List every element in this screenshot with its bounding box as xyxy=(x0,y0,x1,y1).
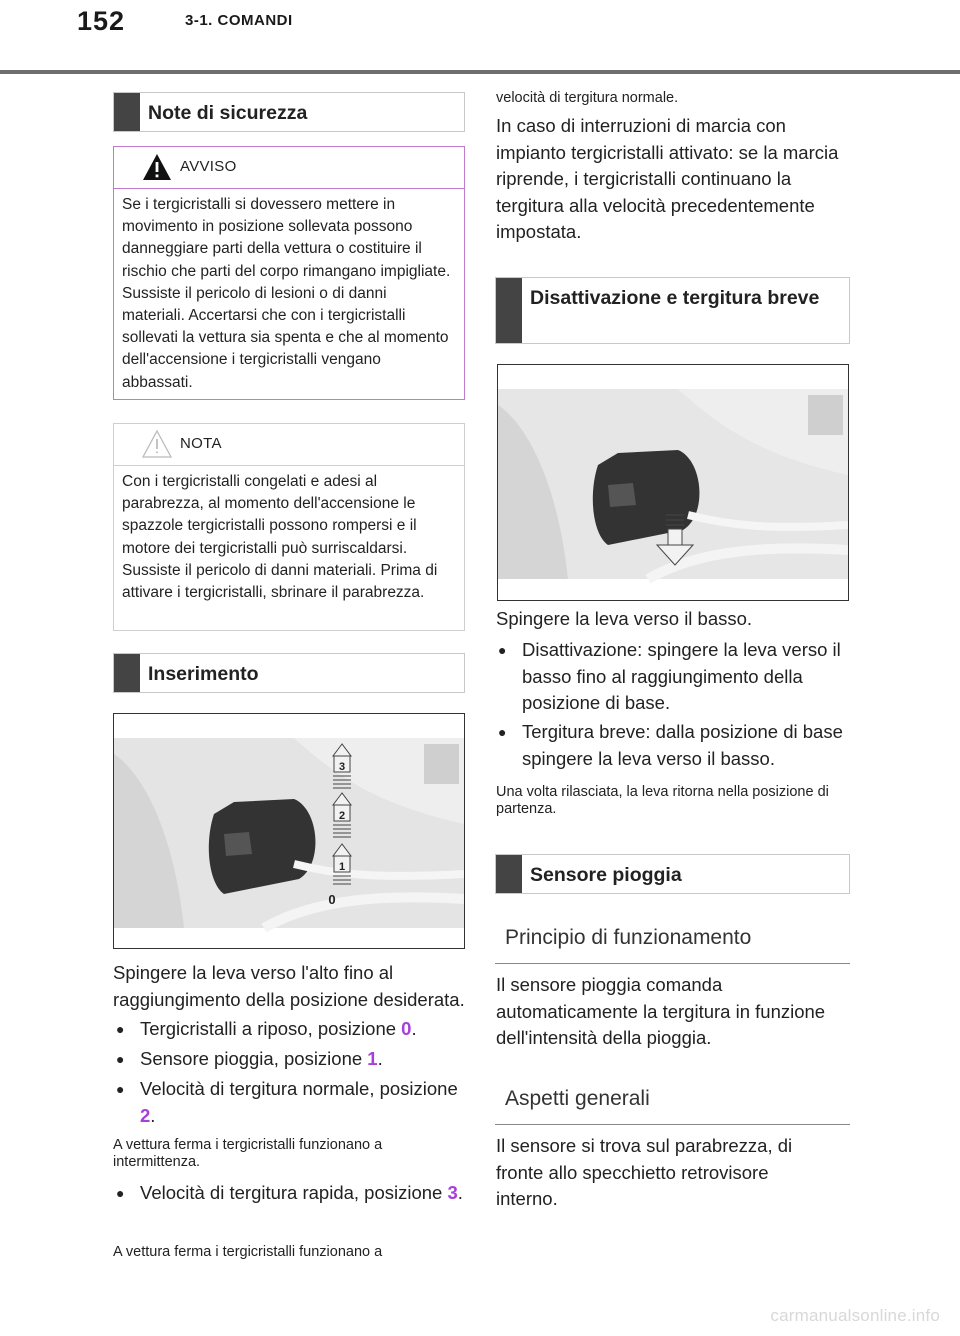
figure-wiper-lever-up xyxy=(113,713,465,949)
bullet-position-2: ● Velocità di tergitura normale, posizione 2. xyxy=(116,1076,466,1129)
bullet-short-wipe: ● Tergitura breve: dalla posizione di base spingere la leva verso il basso. xyxy=(498,719,848,772)
operating-principle-paragraph: Il sensore pioggia comanda automaticamente la tergitura in funzione dell'intensità della pioggia. xyxy=(496,974,826,1048)
page-header xyxy=(0,0,960,76)
note-normal-speed-start: A vettura ferma i tergicristalli funzionano a xyxy=(113,1244,383,1260)
heading-insertion xyxy=(113,653,465,693)
heading-safety-notes-text: Note di sicurezza xyxy=(148,102,308,124)
bullet-position-1: ● Sensore pioggia, posizione 1. xyxy=(116,1046,476,1073)
warning-box xyxy=(113,146,465,400)
note-title: NOTA xyxy=(180,435,222,452)
figure-label-2: 2 xyxy=(338,810,346,822)
section-label: 3-1. COMANDI xyxy=(185,12,293,29)
heading-deactivation xyxy=(495,277,850,344)
subheading-general-aspects: Aspetti generali xyxy=(495,1087,850,1125)
heading-deactivation-text: Disattivazione e tergitura breve xyxy=(530,287,820,309)
heading-safety-notes xyxy=(113,92,465,132)
figure-label-3: 3 xyxy=(338,761,346,773)
note-intermittent: A vettura ferma i tergicristalli funzionano a intermittenza. xyxy=(113,1137,383,1170)
position-number-1: 1 xyxy=(367,1048,378,1069)
general-aspects-paragraph: Il sensore si trova sul parabrezza, di fronte allo specchietto retrovisore interno. xyxy=(496,1135,793,1209)
bullet-deactivation: ● Disattivazione: spingere la leva verso il basso fino al raggiungimento della posizione di base. xyxy=(498,637,848,717)
caution-icon xyxy=(142,429,172,459)
position-number-2: 2 xyxy=(140,1104,151,1126)
warning-text: Se i tergicristalli si dovessero mettere in movimento in posizione sollevata possono danneggiare parti della vettura o costituire il rischio che parti del corpo rimangano impigliate. Sussiste il pericolo di lesioni o di danni materiali. Accertarsi che con i tergicristalli sollevati la vettura sia spenta e che al momento dell'accensione i tergicristalli vengano abbassati. xyxy=(122,196,451,391)
heading-rain-sensor xyxy=(495,854,850,894)
figure-label-0: 0 xyxy=(328,892,336,907)
bullet-position-3: ● Velocità di tergitura rapida, posizione 3. xyxy=(116,1180,476,1207)
note-text: Con i tergicristalli congelati e adesi al parabrezza, al momento dell'accensione le spazzole tergicristalli possono rompersi e il motore dei tergicristalli può surriscaldarsi. Sussiste il pericolo di danni materiali. Prima di attivare i tergicristalli, sbrinare il parabrezza. xyxy=(122,473,438,602)
bullet-position-0-text: Tergicristalli a riposo, posizione xyxy=(140,1018,402,1039)
insertion-intro: Spingere la leva verso l'alto fino al raggiungimento della posizione desiderata. xyxy=(113,962,465,1010)
note-normal-speed-end: velocità di tergitura normale. xyxy=(496,90,679,106)
note-box xyxy=(113,423,465,631)
bullet-position-2-text: Velocità di tergitura normale, posizione xyxy=(140,1078,458,1099)
interruption-paragraph: In caso di interruzioni di marcia con impianto tergicristalli attivato: se la marcia riprende, i tergicristalli continuano la tergitura alla velocità precedentemente impostata. xyxy=(496,115,839,242)
deactivation-intro: Spingere la leva verso il basso. xyxy=(496,608,753,629)
page-number: 152 xyxy=(77,6,126,36)
note-return-position: Una volta rilasciata, la leva ritorna nella posizione di partenza. xyxy=(496,784,829,817)
figure-label-1: 1 xyxy=(338,861,346,873)
bullet-position-0: ● Tergicristalli a riposo, posizione 0. xyxy=(116,1016,476,1043)
figure-wiper-lever-down xyxy=(497,364,849,601)
watermark: carmanualsonline.info xyxy=(770,1306,940,1325)
warning-title: AVVISO xyxy=(180,158,237,175)
heading-insertion-text: Inserimento xyxy=(148,663,259,685)
heading-rain-sensor-text: Sensore pioggia xyxy=(530,864,682,886)
warning-icon xyxy=(142,152,172,182)
bullet-position-3-text: Velocità di tergitura rapida, posizione xyxy=(140,1182,448,1203)
header-rule xyxy=(0,70,960,74)
position-number-3: 3 xyxy=(447,1182,458,1203)
bullet-position-1-text: Sensore pioggia, posizione xyxy=(140,1048,368,1069)
subheading-operating-principle: Principio di funzionamento xyxy=(495,926,850,964)
position-number-0: 0 xyxy=(401,1018,412,1039)
